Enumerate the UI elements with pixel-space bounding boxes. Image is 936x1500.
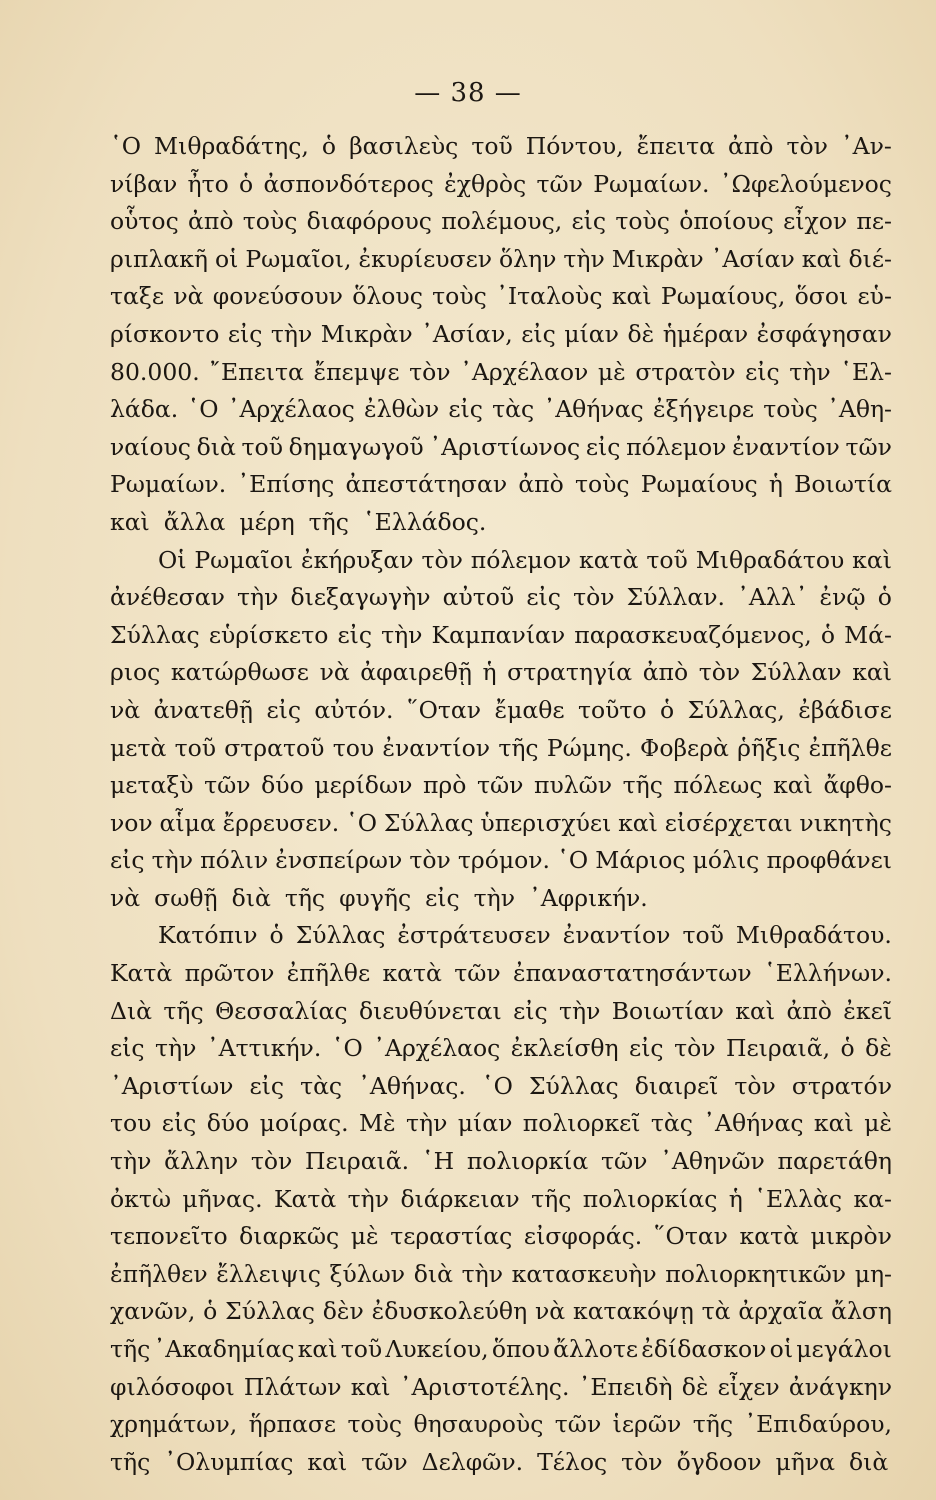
text-line: τῆς ᾿Ακαδημίας καὶ τοῦ Λυκείου, ὅπου ἄλλοτε ἐδίδασκον οἱ μεγάλοι — [110, 1335, 892, 1363]
text-line: Σύλλας εὑρίσκετο εἰς τὴν Καμπανίαν παρασκευαζόμενος, ὁ Μά- — [110, 620, 892, 649]
text-line: Ρωμαίων. ᾿Επίσης ἀπεστάτησαν ἀπὸ τοὺς Ρωμαίους ἡ Βοιωτία — [110, 470, 892, 499]
text-line: φιλόσοφοι Πλάτων καὶ ᾿Αριστοτέλης. ᾿Επειδὴ δὲ εἶχεν ἀνάγκην — [110, 1372, 892, 1401]
body-text — [110, 128, 892, 1481]
text-line: τῆς ᾿Ολυμπίας καὶ τῶν Δελφῶν. Τέλος τὸν ὄγδοον μῆνα διὰ — [110, 1447, 889, 1476]
text-line: νὰ ἀνατεθῇ εἰς αὐτόν. ῞Οταν ἔμαθε τοῦτο ὁ Σύλλας, ἐβάδισε — [110, 695, 892, 724]
text-line: τὴν ἄλλην τὸν Πειραιᾶ. ῾Η πολιορκία τῶν ᾿Αθηνῶν παρετάθη — [110, 1147, 892, 1176]
text-line: ῾Ο Μιθραδάτης, ὁ βασιλεὺς τοῦ Πόντου, ἔπειτα ἀπὸ τὸν ᾿Αν- — [110, 132, 892, 160]
text-line: ταξε νὰ φονεύσουν ὅλους τοὺς ᾿Ιταλοὺς καὶ Ρωμαίους, ὅσοι εὑ- — [110, 282, 892, 311]
text-line: ριος κατώρθωσε νὰ ἀφαιρεθῇ ἡ στρατηγία ἀπὸ τὸν Σύλλαν καὶ — [110, 658, 892, 687]
text-line: μεταξὺ τῶν δύο μερίδων πρὸ τῶν πυλῶν τῆς πόλεως καὶ ἄφθο- — [110, 771, 892, 800]
text-line: εἰς τὴν πόλιν ἐνσπείρων τὸν τρόμον. ῾Ο Μάριος μόλις προφθάνει — [110, 846, 892, 875]
text-line: νὰ σωθῇ διὰ τῆς φυγῆς εἰς τὴν ᾿Αφρικήν. — [110, 883, 648, 912]
text-line: ὀκτὼ μῆνας. Κατὰ τὴν διάρκειαν τῆς πολιορκίας ἡ ῾Ελλὰς κα- — [110, 1184, 892, 1213]
text-line: χανῶν, ὁ Σύλλας δὲν ἐδυσκολεύθη νὰ κατακόψῃ τὰ ἀρχαῖα ἄλση — [110, 1297, 892, 1326]
text-line: νίβαν ἦτο ὁ ἀσπονδότερος ἐχθρὸς τῶν Ρωμαίων. ᾿Ωφελούμενος — [110, 169, 892, 198]
text-line: ἀνέθεσαν τὴν διεξαγωγὴν αὐτοῦ εἰς τὸν Σύλλαν. ᾿Αλλ᾿ ἐνῷ ὁ — [110, 583, 892, 612]
text-line: τεπονεῖτο διαρκῶς μὲ τεραστίας εἰσφοράς. ῞Οταν κατὰ μικρὸν — [110, 1222, 892, 1251]
text-line: Κατὰ πρῶτον ἐπῆλθε κατὰ τῶν ἐπαναστατησάντων ῾Ελλήνων. — [110, 959, 892, 988]
text-line: Κατόπιν ὁ Σύλλας ἐστράτευσεν ἐναντίον τοῦ Μιθραδάτου. — [158, 921, 892, 950]
text-line: Οἱ Ρωμαῖοι ἐκήρυξαν τὸν πόλεμον κατὰ τοῦ Μιθραδάτου καὶ — [158, 545, 892, 574]
text-line: εἰς τὴν ᾿Αττικήν. ῾Ο ᾿Αρχέλαος ἐκλείσθη εἰς τὸν Πειραιᾶ, ὁ δὲ — [110, 1034, 892, 1063]
text-line: λάδα. ῾Ο ᾿Αρχέλαος ἐλθὼν εἰς τὰς ᾿Αθήνας ἐξήγειρε τοὺς ᾿Αθη- — [110, 395, 892, 424]
text-line: νον αἷμα ἔρρευσεν. ῾Ο Σύλλας ὑπερισχύει καὶ εἰσέρχεται νικητὴς — [110, 808, 892, 837]
text-line: του εἰς δύο μοίρας. Μὲ τὴν μίαν πολιορκεῖ τὰς ᾿Αθήνας καὶ μὲ — [110, 1109, 892, 1138]
text-line: χρημάτων, ἥρπασε τοὺς θησαυροὺς τῶν ἱερῶν τῆς ᾿Επιδαύρου, — [110, 1410, 892, 1439]
text-line: ᾿Αριστίων εἰς τὰς ᾿Αθήνας. ῾Ο Σύλλας διαιρεῖ τὸν στρατόν — [110, 1071, 892, 1100]
text-line: ρίσκοντο εἰς τὴν Μικρὰν ᾿Ασίαν, εἰς μίαν δὲ ἡμέραν ἐσφάγησαν — [110, 319, 892, 348]
text-line: ναίους διὰ τοῦ δημαγωγοῦ ᾿Αριστίωνος εἰς πόλεμον ἐναντίον τῶν — [110, 432, 892, 461]
text-line: ριπλακῆ οἱ Ρωμαῖοι, ἐκυρίευσεν ὅλην τὴν Μικρὰν ᾿Ασίαν καὶ διέ- — [110, 244, 892, 273]
text-line: καὶ ἄλλα μέρη τῆς ῾Ελλάδος. — [110, 507, 487, 536]
text-line: Διὰ τῆς Θεσσαλίας διευθύνεται εἰς τὴν Βοιωτίαν καὶ ἀπὸ ἐκεῖ — [110, 996, 892, 1025]
text-line: μετὰ τοῦ στρατοῦ του ἐναντίον τῆς Ρώμης. Φοβερὰ ῥῆξις ἐπῆλθε — [110, 733, 892, 762]
text-line: 80.000. ῎Επειτα ἔπεμψε τὸν ᾿Αρχέλαον μὲ στρατὸν εἰς τὴν ῾Ελ- — [110, 357, 892, 386]
text-line: οὗτος ἀπὸ τοὺς διαφόρους πολέμους, εἰς τοὺς ὁποίους εἶχον πε- — [110, 207, 892, 236]
text-line: ἐπῆλθεν ἔλλειψις ξύλων διὰ τὴν κατασκευὴν πολιορκητικῶν μη- — [110, 1259, 892, 1288]
page-number: — 38 — — [414, 78, 522, 108]
